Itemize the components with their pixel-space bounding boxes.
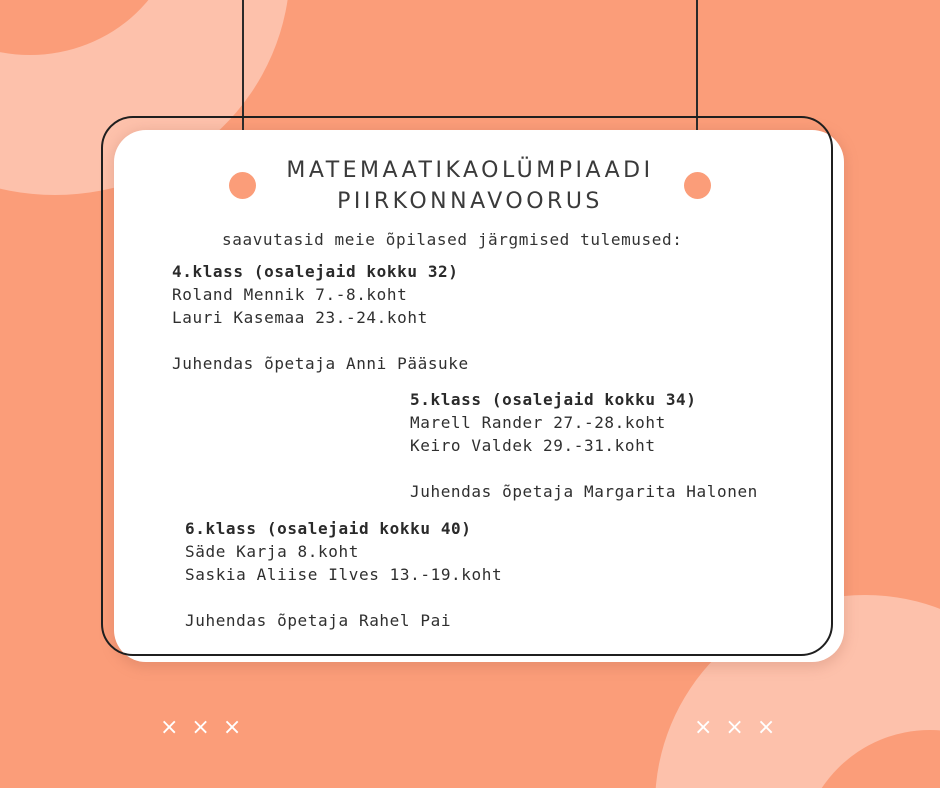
result-line: Roland Mennik 7.-8.koht <box>172 285 408 304</box>
cross-marks-right: ××× <box>694 715 789 740</box>
results-group-grade-4 <box>172 260 469 375</box>
result-line: Lauri Kasemaa 23.-24.koht <box>172 308 428 327</box>
result-line: Keiro Valdek 29.-31.koht <box>410 436 656 455</box>
result-line: Säde Karja 8.koht <box>185 542 359 561</box>
subtitle: saavutasid meie õpilased järgmised tulemused: <box>222 230 683 249</box>
title-line-2: PIIRKONNAVOORUS <box>337 189 603 214</box>
supervisor-line: Juhendas õpetaja Margarita Halonen <box>410 482 758 501</box>
spacer <box>172 329 469 352</box>
group-heading: 5.klass (osalejaid kokku 34) <box>410 390 697 409</box>
results-group-grade-6 <box>185 517 502 632</box>
cross-marks-left: ××× <box>160 715 255 740</box>
spacer <box>185 586 502 609</box>
supervisor-line: Juhendas õpetaja Anni Pääsuke <box>172 354 469 373</box>
supervisor-line: Juhendas õpetaja Rahel Pai <box>185 611 452 630</box>
results-group-grade-5 <box>410 388 758 503</box>
title-line-1: MATEMAATIKAOLÜMPIAADI <box>286 158 654 183</box>
page-title <box>230 155 710 217</box>
result-line: Marell Rander 27.-28.koht <box>410 413 666 432</box>
group-heading: 6.klass (osalejaid kokku 40) <box>185 519 472 538</box>
result-line: Saskia Aliise Ilves 13.-19.koht <box>185 565 503 584</box>
spacer <box>410 457 758 480</box>
group-heading: 4.klass (osalejaid kokku 32) <box>172 262 459 281</box>
